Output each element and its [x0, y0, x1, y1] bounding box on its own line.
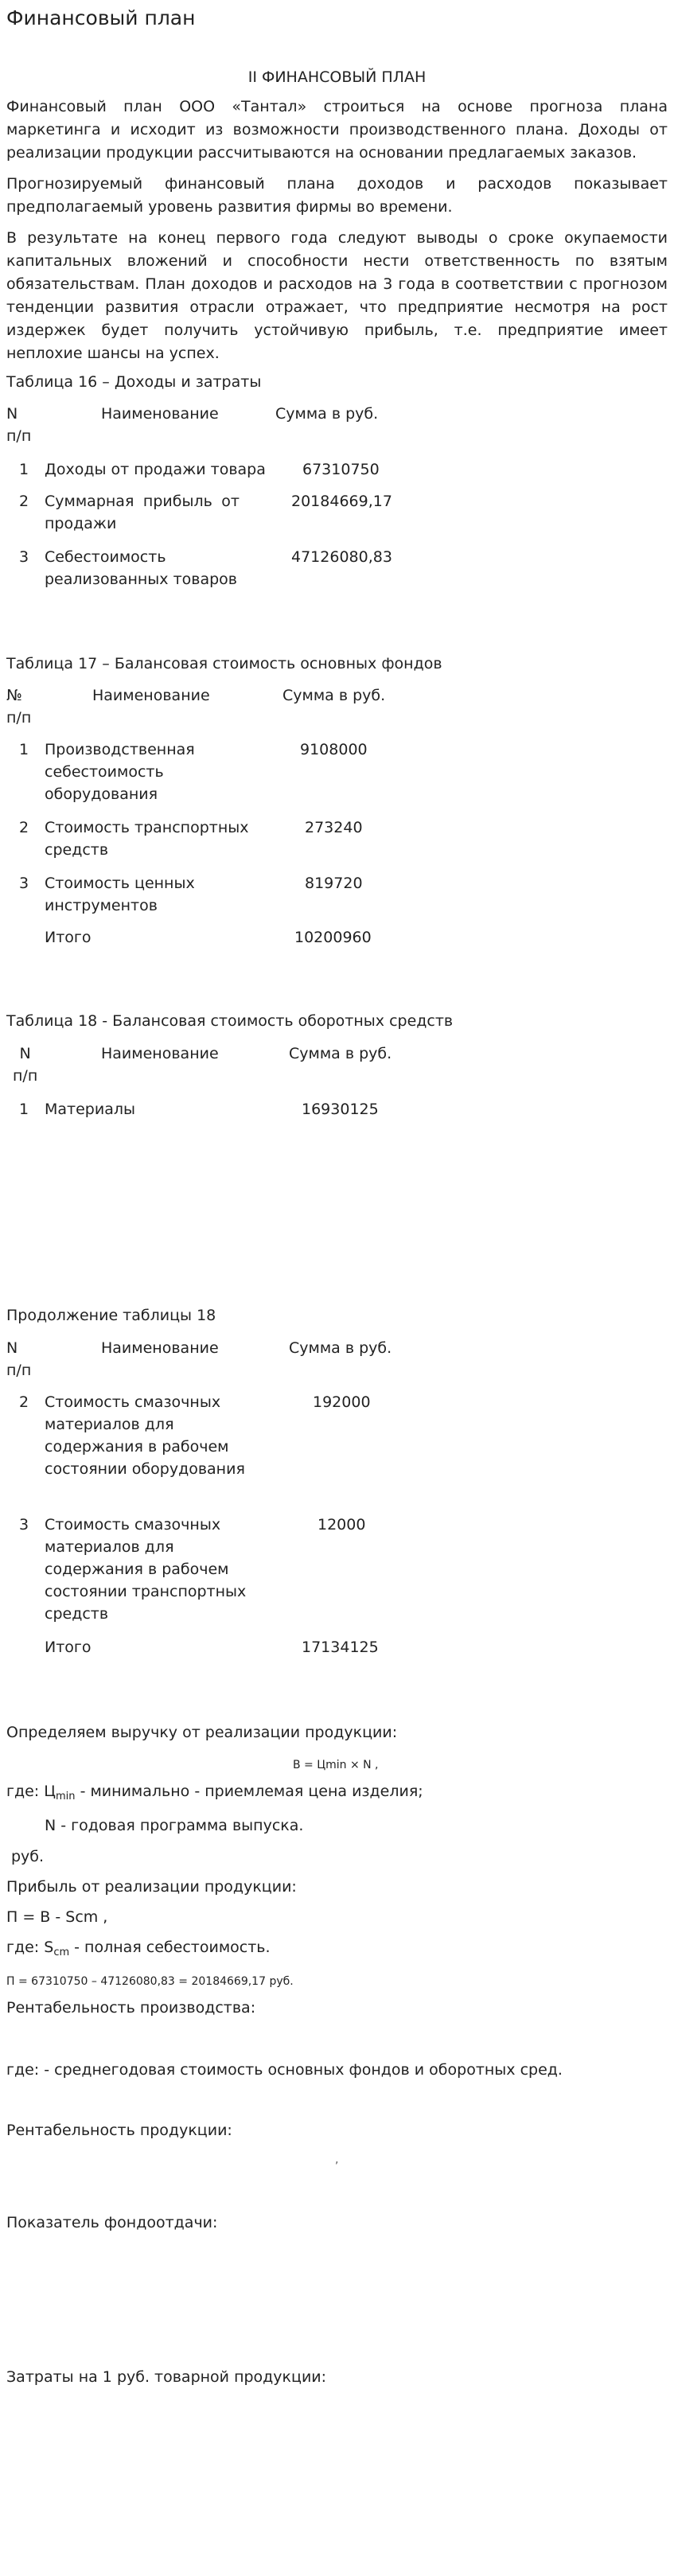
table-row-sum: 273240	[305, 819, 363, 836]
table-row-number: 2	[19, 819, 29, 836]
table-row-name: Стоимость смазочных материалов для содержания в рабочем состоянии оборудования	[45, 1393, 245, 1478]
table-row-sum: 67310750	[302, 461, 380, 478]
rentability-products-label: Рентабельность продукции:	[6, 2122, 232, 2139]
table-row-name: Себестоимость реализованных товаров	[45, 548, 237, 588]
table-row-number: 1	[19, 461, 29, 478]
table18-cont-header-sum: Сумма в руб.	[289, 1339, 392, 1357]
table-row-number: 1	[19, 1101, 29, 1118]
table-row-sum: 192000	[313, 1393, 371, 1411]
table18-header-number: N п/п	[13, 1045, 38, 1085]
table-row-name: Стоимость смазочных материалов для содержания в рабочем состоянии транспортных средств	[45, 1516, 247, 1623]
table-row-number: 3	[19, 548, 29, 566]
table-row-name: Стоимость ценных инструментов	[45, 875, 195, 914]
where-cost-suffix: - полная себестоимость.	[69, 1939, 271, 1956]
intro-paragraph-2: Прогнозируемый финансовый плана доходов и расходов показывает предполагаемый уровень развития фирмы во времени.	[6, 175, 668, 216]
table-row-sum: 9108000	[300, 741, 368, 758]
where-price-subscript: min	[56, 1791, 76, 1802]
where-assets: где: - среднегодовая стоимость основных фондов и оборотных сред.	[6, 2061, 563, 2079]
rub-label: руб.	[11, 1848, 45, 1865]
table-row-sum: 20184669,17	[291, 493, 392, 510]
table-row-sum: 12000	[318, 1516, 366, 1534]
table-row-name: Итого	[45, 929, 92, 946]
table16-header-number: N п/п	[6, 405, 32, 445]
table16-header-name: Наименование	[101, 405, 219, 423]
where-cost	[6, 1939, 271, 1958]
formula-dot: ,	[335, 2153, 339, 2166]
table17-caption: Таблица 17 – Балансовая стоимость основных фондов	[6, 655, 442, 672]
where-cost-prefix: где: S	[6, 1939, 54, 1956]
table18-caption: Таблица 18 - Балансовая стоимость оборотных средств	[6, 1012, 454, 1030]
table-row-number: 3	[19, 875, 29, 892]
where-price-prefix: где: Ц	[6, 1783, 56, 1800]
table-row-number: 2	[19, 493, 29, 510]
table-row-number: 1	[19, 741, 29, 758]
intro-paragraph-3: В результате на конец первого года следуют выводы о сроке окупаемости капитальных вложений и способности нести ответственность по взятым обязательствам. План доходов и расходов на 3 года в соответствии с прогнозом тенденции развития отрасли отражает, что предприятие несмотря на рост издержек будет получить устойчивую прибыль, т.е. предприятие имеет неплохие шансы на успех.	[6, 229, 668, 362]
revenue-intro: Определяем выручку от реализации продукции:	[6, 1724, 398, 1741]
table18-header-name: Наименование	[101, 1045, 219, 1062]
table18-cont-header-number: N п/п	[6, 1339, 32, 1379]
rentability-production-label: Рентабельность производства:	[6, 1999, 256, 2017]
table-row-sum: 16930125	[302, 1101, 379, 1118]
table18-cont-header-name: Наименование	[101, 1339, 219, 1357]
intro-paragraph-1: Финансовый план ООО «Тантал» строиться на основе прогноза плана маркетинга и исходит из возможности производственного плана. Доходы от реализации продукции рассчитываются на основании предлагаемых заказов.	[6, 98, 668, 162]
where-price	[6, 1783, 423, 1802]
table-row-name: Производственная себестоимость оборудования	[45, 741, 195, 803]
capital-productivity-label: Показатель фондоотдачи:	[6, 2214, 218, 2231]
table-row-name: Стоимость транспортных средств	[45, 819, 249, 859]
where-cost-subscript: cm	[53, 1947, 70, 1958]
cost-per-ruble-label: Затраты на 1 руб. товарной продукции:	[6, 2368, 327, 2386]
table16-header-sum: Сумма в руб.	[275, 405, 379, 423]
section-title: II ФИНАНСОВЫЙ ПЛАН	[247, 68, 427, 86]
revenue-formula: В = Цmin × N ,	[293, 1759, 379, 1771]
table-row-sum: 819720	[305, 875, 363, 892]
table16-caption: Таблица 16 – Доходы и затраты	[6, 373, 262, 391]
table17-header-sum: Сумма в руб.	[282, 687, 386, 704]
table-row-name: Суммарная прибыль от продажи	[45, 493, 240, 532]
table-row-sum: 10200960	[294, 929, 372, 946]
table-row-number: 3	[19, 1516, 29, 1534]
table18-continuation-caption: Продолжение таблицы 18	[6, 1307, 216, 1324]
profit-formula: П = В - Scm ,	[6, 1908, 108, 1926]
page-title: Финансовый план	[6, 6, 196, 29]
table-row-name: Доходы от продажи товара	[45, 461, 266, 478]
table17-header-number: № п/п	[6, 687, 32, 727]
profit-value: П = 67310750 – 47126080,83 = 20184669,17 руб.	[6, 1975, 294, 1988]
table-row-sum: 47126080,83	[291, 548, 392, 566]
table18-header-sum: Сумма в руб.	[289, 1045, 392, 1062]
table-row-sum: 17134125	[302, 1639, 379, 1656]
where-price-suffix: - минимально - приемлемая цена изделия;	[75, 1783, 423, 1800]
table-row-name: Материалы	[45, 1101, 135, 1118]
where-n: N - годовая программа выпуска.	[45, 1817, 304, 1834]
table-row-number: 2	[19, 1393, 29, 1411]
profit-intro: Прибыль от реализации продукции:	[6, 1878, 297, 1896]
table-row-name: Итого	[45, 1639, 92, 1656]
table17-header-name: Наименование	[92, 687, 210, 704]
